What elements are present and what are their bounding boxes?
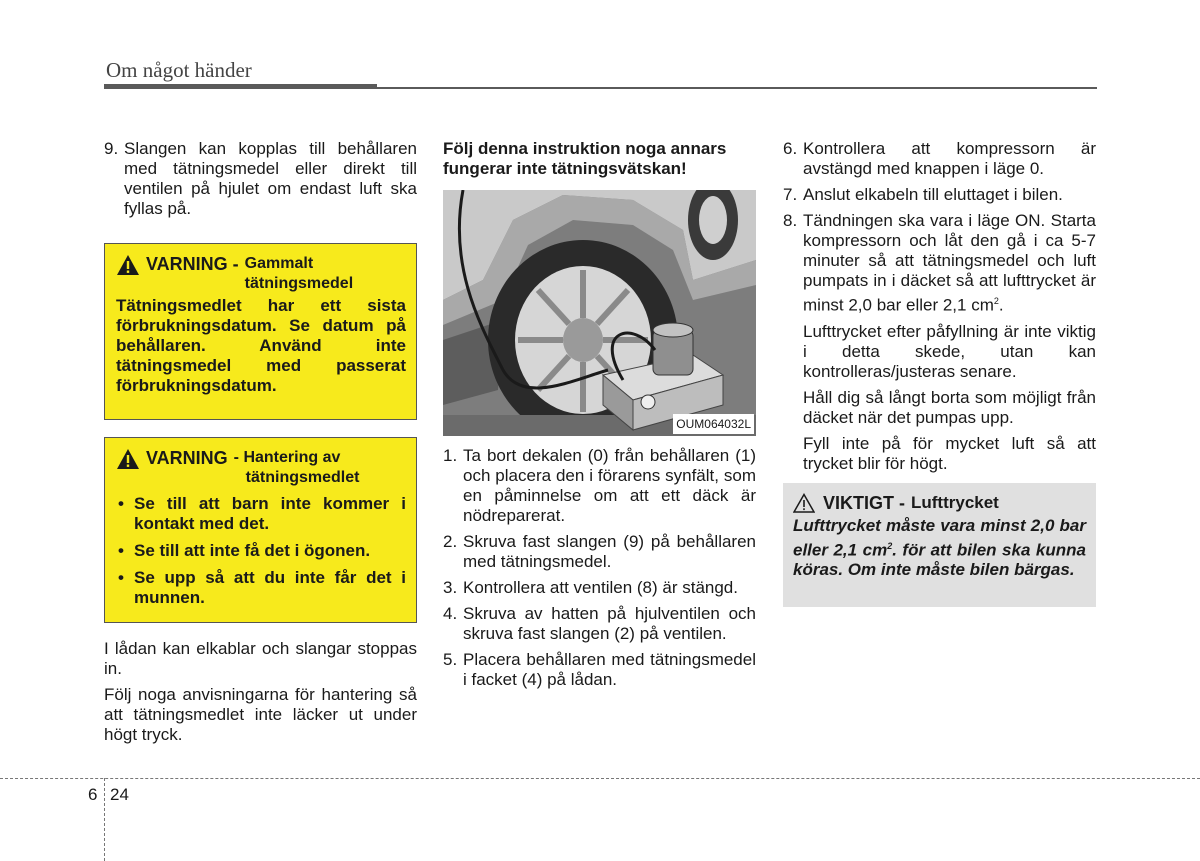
step-number: 9. <box>104 139 119 158</box>
column-middle <box>443 139 756 696</box>
notice-body: Lufttrycket måste vara minst 2,0 bar eller 2,1 $cm^2$. för att bilen ska kunna köras. Om inte måste bilen bärgas. <box>793 515 1086 580</box>
section-number: 6 <box>88 785 98 804</box>
warning-triangle-icon <box>116 448 140 470</box>
step-1: 1. Ta bort dekalen (0) från behållaren (1) och placera den i förarens synfält, som en påminnelse om att ett däck är nödreparerat. <box>443 446 756 525</box>
notice-subject: Lufttrycket <box>911 492 999 512</box>
page-header-title: Om något händer <box>106 58 252 82</box>
warning-subject <box>234 448 360 488</box>
paragraph-follow-instructions: Följ noga anvisningarna för hantering så att tätningsmedlet inte läcker ut under högt tryck. <box>104 685 417 744</box>
warning-subject-line1: Gammalt <box>244 255 314 272</box>
column-left <box>104 139 417 751</box>
warning-subject <box>245 254 353 294</box>
paragraph-pressure-after-fill: Lufttrycket efter påfyllning är inte viktig i detta skede, utan kan kontrolleras/justeras senare. <box>803 321 1096 381</box>
warning-body: Tätningsmedlet har ett sista förbrukningsdatum. Se datum på behållaren. Använd inte tätningsmedel med passerat förbrukningsdatum. <box>116 296 406 395</box>
step-5: 5. Placera behållaren med tätningsmedel i facket (4) på lådan. <box>443 650 756 689</box>
footer-vertical-dashed-rule <box>104 778 105 861</box>
warning-bullet: • Se upp så att du inte får det i munnen. <box>118 568 406 607</box>
warning-header <box>116 254 406 294</box>
image-reference-code: OUM064032L <box>673 414 754 434</box>
warning-box-handling <box>104 437 417 623</box>
illustration-tire-repair-kit <box>443 190 756 436</box>
notice-word: VIKTIGT - <box>823 492 905 513</box>
paragraph-do-not-overfill: Fyll inte på för mycket luft så att trycket blir för högt. <box>803 433 1096 473</box>
warning-triangle-icon <box>116 254 140 276</box>
header-rule-thick <box>104 84 377 89</box>
page-number: 24 <box>110 785 129 804</box>
caution-triangle-icon <box>793 493 815 513</box>
notice-box-tire-pressure <box>783 483 1096 607</box>
step-7: 7. Anslut elkabeln till eluttaget i bilen. <box>783 185 1063 204</box>
warning-header <box>116 448 406 488</box>
step-3: 3. Kontrollera att ventilen (8) är stängd. <box>443 578 738 597</box>
car-wheel-compressor-image <box>443 190 756 436</box>
warning-bullet: • Se till att barn inte kommer i kontakt med det. <box>118 494 406 533</box>
warning-subject-line1: - Hantering av <box>233 449 341 466</box>
intro-bold-text: Följ denna instruktion noga annars fungerar inte tätningsvätskan! <box>443 139 727 178</box>
step-2: 2. Skruva fast slangen (9) på behållaren med tätningsmedel. <box>443 532 756 571</box>
warning-bullet: • Se till att inte få det i ögonen. <box>118 541 371 560</box>
step-4: 4. Skruva av hatten på hjulventilen och skruva fast slangen (2) på ventilen. <box>443 604 756 643</box>
step-9 <box>104 139 417 219</box>
paragraph-stay-away: Håll dig så långt borta som möjligt från däcket när det pumpas upp. <box>803 387 1096 427</box>
notice-header <box>793 493 1086 513</box>
warning-word: VARNING <box>146 448 228 468</box>
step-6: 6. Kontrollera att kompressorn är avstängd med knappen i läge 0. <box>783 139 1096 178</box>
warning-subject-line2: tätningsmedlet <box>245 469 360 486</box>
column-right <box>783 139 1096 607</box>
warning-subject-line2: tätningsmedel <box>244 275 354 292</box>
step-text: Slangen kan kopplas till behållaren med tätningsmedel eller direkt till ventilen på hjulet om endast luft ska fyllas på. <box>124 139 417 218</box>
warning-box-old-sealant <box>104 243 417 420</box>
warning-bullet-list <box>116 494 406 608</box>
warning-word: VARNING - <box>146 254 239 274</box>
paragraph-storage: I lådan kan elkablar och slangar stoppas in. <box>104 639 417 678</box>
header-rule-thin <box>377 87 1097 89</box>
footer-dashed-rule <box>0 778 1200 779</box>
step-8: 8. Tändningen ska vara i läge ON. Starta kompressorn och låt den gå i ca 5-7 minuter så att tätningsmedel och luft pumpats in i däcket så att lufttrycket är minst 2,0 bar eller 2,1 $cm^2$. <box>783 211 1096 315</box>
